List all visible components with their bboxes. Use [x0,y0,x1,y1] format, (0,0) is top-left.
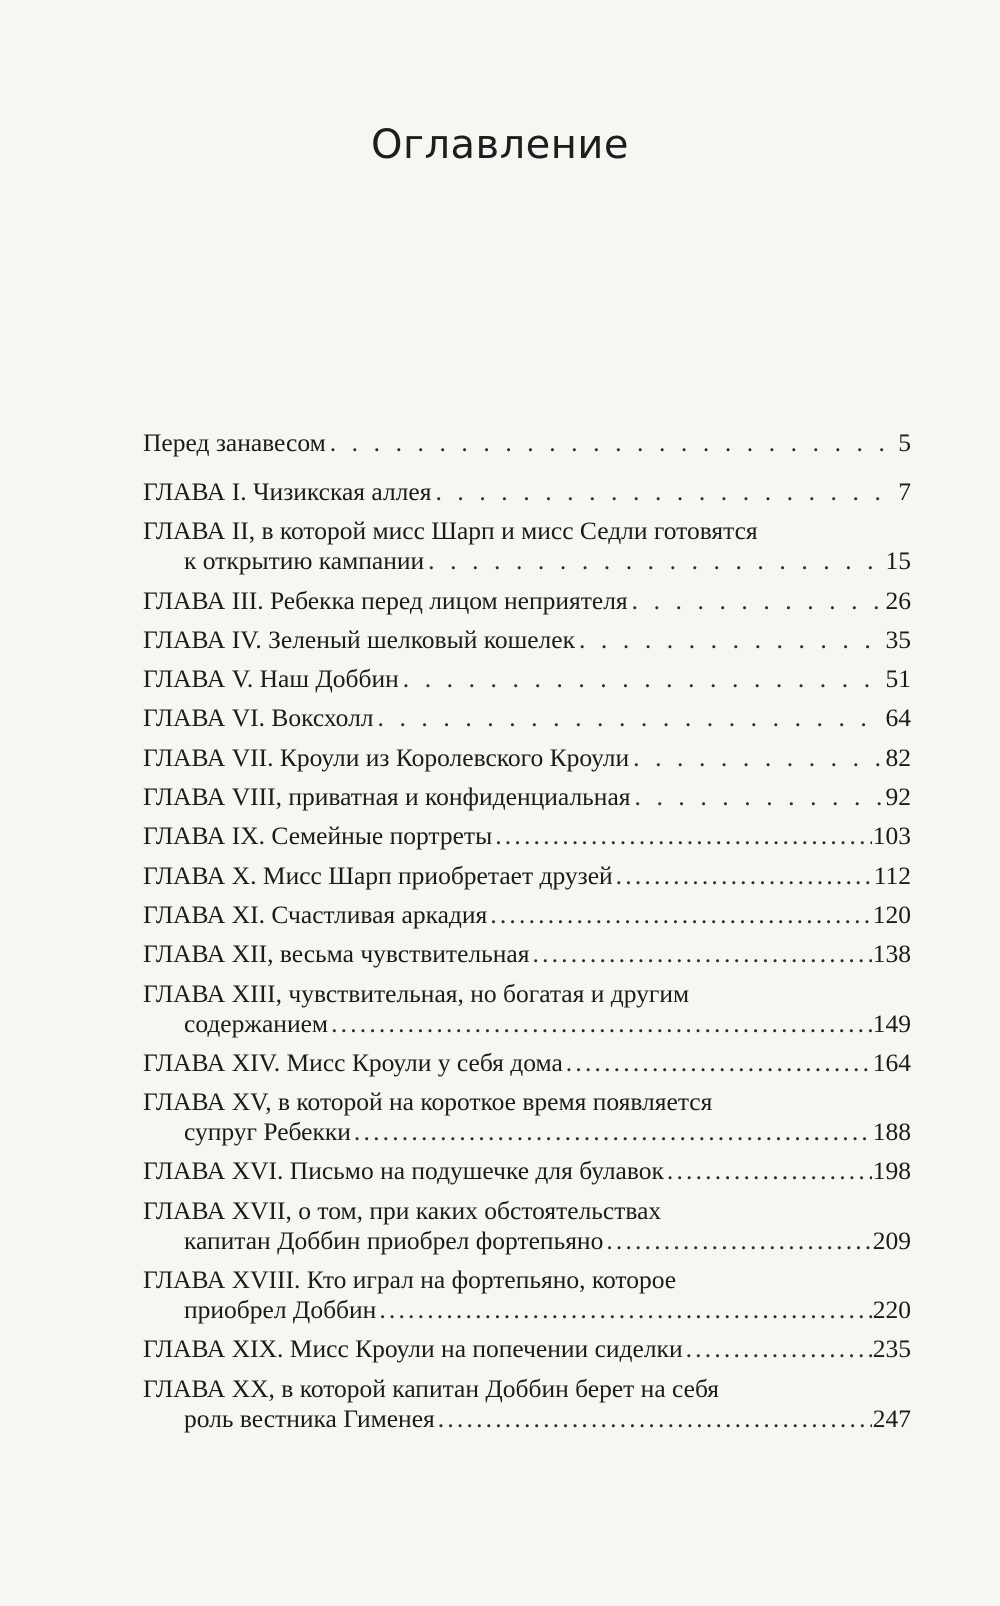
toc-page-number: 247 [872,1403,911,1433]
toc-entry [143,477,911,507]
toc-page-number: 35 [885,624,911,654]
toc-entry [143,664,911,694]
dot-leader [378,703,882,733]
toc-entry [143,1374,911,1434]
dot-leader [354,1117,872,1147]
toc-entry-last-line [143,1117,911,1147]
toc-entry-title: капитан Доббин приобрел фортепьяно [184,1225,604,1255]
dot-leader [490,900,871,930]
toc-entry-last-line [143,586,911,616]
toc-entry-line [143,1196,911,1226]
toc-entry-title: ГЛАВА XVIII. Кто играл на фортепьяно, которое [143,1265,677,1295]
dot-leader [428,546,881,576]
toc-entry-title: ГЛАВА X. Мисс Шарп приобретает друзей [143,860,613,890]
toc-entry [143,703,911,733]
table-of-contents [143,428,911,1443]
toc-page-number: 103 [872,821,911,851]
toc-entry-title: Перед занавесом [143,428,326,457]
toc-entry-line [143,516,911,546]
toc-entry-title: ГЛАВА XX, в которой капитан Доббин берет на себя [143,1373,720,1403]
toc-entry-title: ГЛАВА V. Наш Доббин [143,664,399,694]
toc-entry-title: ГЛАВА I. Чизикская аллея [143,477,432,506]
toc-page-number: 149 [872,1008,911,1038]
dot-leader [633,743,881,773]
toc-entry-last-line [143,861,911,891]
toc-entry-title: ГЛАВА XV, в которой на короткое время появляется [143,1087,713,1117]
toc-entry [143,516,911,576]
toc-page-number: 7 [898,477,911,506]
dot-leader [686,1334,872,1364]
toc-entry-last-line [143,900,911,930]
toc-entry-last-line [143,782,911,812]
toc-entry-line [143,1374,911,1404]
toc-page-number: 92 [885,782,911,812]
dot-leader [635,782,882,812]
dot-leader [495,821,872,851]
dot-leader [403,664,882,694]
toc-entry-title: ГЛАВА XIII, чувствительная, но богатая и другим [143,978,690,1008]
toc-entry-title: содержанием [184,1008,329,1038]
toc-entry-title: ГЛАВА XI. Счастливая аркадия [143,899,488,929]
toc-page-number: 112 [873,860,911,890]
page-title: Оглавление [370,122,630,168]
toc-entry-last-line [143,477,911,507]
toc-entry-last-line [143,1156,911,1186]
toc-entry [143,1196,911,1256]
toc-entry-last-line [143,1334,911,1364]
toc-entry-last-line [143,703,911,733]
toc-page-number: 64 [885,703,911,733]
dot-leader [579,625,882,655]
toc-entry-last-line [143,1226,911,1256]
toc-entry-title: ГЛАВА XIV. Мисс Кроули у себя дома [143,1047,563,1077]
toc-entry-title: ГЛАВА XVII, о том, при каких обстоятельствах [143,1195,662,1225]
dot-leader [606,1226,871,1256]
toc-entry-title: ГЛАВА XVI. Письмо на подушечке для булавок [143,1156,664,1186]
toc-entry-last-line [143,546,911,576]
toc-page-number: 220 [872,1295,911,1325]
toc-entry-line [143,1265,911,1295]
dot-leader [616,861,873,891]
toc-page-number: 188 [872,1117,911,1147]
toc-entry-title: приобрел Доббин [184,1295,377,1325]
toc-entry [143,939,911,969]
toc-entry-last-line [143,1048,911,1078]
toc-entry [143,1048,911,1078]
toc-entry-line [143,1087,911,1117]
toc-entry-title: роль вестника Гименея [184,1403,435,1433]
dot-leader [438,1404,872,1434]
toc-entry [143,586,911,616]
toc-entry-last-line [143,743,911,773]
toc-entry-last-line [143,1404,911,1434]
toc-entry-title: ГЛАВА VIII, приватная и конфиденциальная [143,782,631,812]
toc-entry-title: ГЛАВА II, в которой мисс Шарп и мисс Седли готовятся [143,516,758,546]
toc-page-number: 198 [872,1156,911,1186]
toc-entry [143,782,911,812]
dot-leader [566,1048,872,1078]
toc-entry-title: ГЛАВА IX. Семейные портреты [143,821,493,851]
toc-page-number: 209 [872,1225,911,1255]
toc-entry-title: супруг Ребекки [184,1117,351,1147]
toc-page-number: 164 [872,1047,911,1077]
toc-entry-last-line [143,821,911,851]
toc-entry-title: ГЛАВА XIX. Мисс Кроули на попечении сиделки [143,1334,683,1364]
dot-leader [632,586,882,616]
toc-entry [143,428,911,458]
toc-page-number: 15 [885,546,911,576]
toc-page-number: 120 [872,899,911,929]
toc-page-number: 235 [872,1334,911,1364]
toc-entry [143,743,911,773]
toc-entry [143,821,911,851]
toc-entry-last-line [143,428,911,458]
toc-entry-title: ГЛАВА VI. Воксхолл [143,703,374,733]
toc-entry-last-line [143,625,911,655]
toc-entry-last-line [143,939,911,969]
toc-entry-last-line [143,1009,911,1039]
toc-entry [143,1156,911,1186]
toc-entry-line [143,979,911,1009]
toc-page-number: 138 [872,939,911,969]
toc-entry [143,900,911,930]
dot-leader [532,939,871,969]
toc-entry-last-line [143,664,911,694]
toc-entry [143,861,911,891]
toc-page-number: 26 [885,585,911,615]
toc-entry-title: ГЛАВА VII. Кроули из Королевского Кроули [143,742,630,772]
toc-entry [143,1087,911,1147]
dot-leader [379,1295,871,1325]
toc-page-number: 51 [885,664,911,694]
toc-entry-title: ГЛАВА III. Ребекка перед лицом неприятеля [143,585,628,615]
toc-page-number: 82 [885,742,911,772]
toc-entry-title: ГЛАВА XII, весьма чувствительная [143,939,530,969]
toc-entry [143,625,911,655]
toc-entry-title: к открытию кампании [184,546,425,576]
dot-leader [667,1156,872,1186]
toc-page-number: 5 [898,428,911,457]
dot-leader [330,428,895,458]
dot-leader [331,1009,872,1039]
toc-entry [143,1334,911,1364]
toc-entry [143,979,911,1039]
dot-leader [435,477,894,507]
toc-entry-last-line [143,1295,911,1325]
toc-entry-title: ГЛАВА IV. Зеленый шелковый кошелек [143,624,575,654]
toc-entry [143,1265,911,1325]
